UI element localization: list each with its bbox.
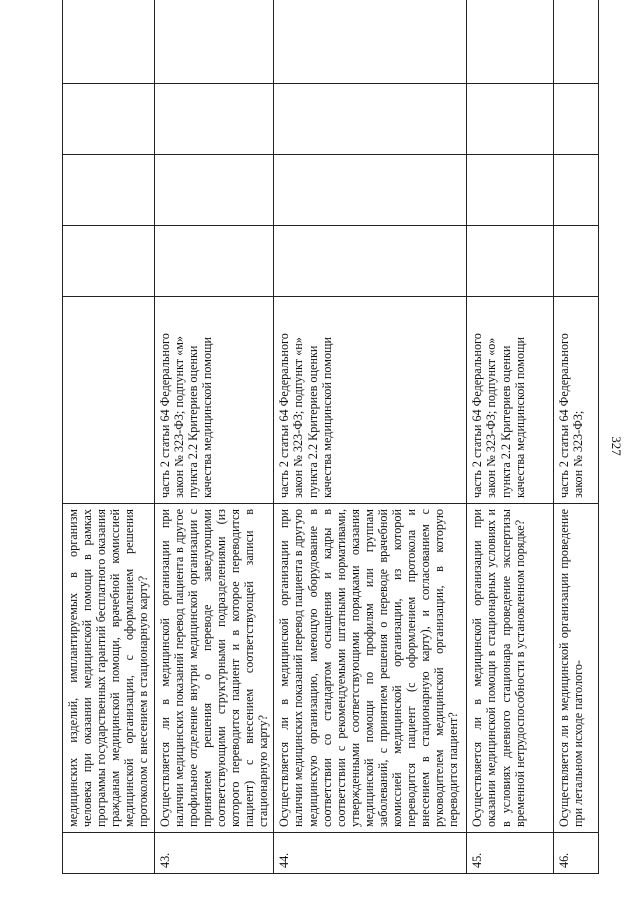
empty-cell: [554, 0, 599, 84]
row-number: 45.: [467, 833, 554, 874]
question-text: Осуществляется ли в медицинской организации при наличии медицинских показаний перевод пациента в другое профильное отделение внутри медицинской организации с принятием решения о переводе заведующими соответствующими структурными подразделениями (из которого переводится пациент и в которое переводится пациент) с внесением соответствующей записи в стационарную карту?: [154, 504, 274, 833]
empty-cell: [274, 84, 467, 155]
table-row: [274, 0, 467, 874]
empty-cell: [467, 155, 554, 226]
empty-cell: [467, 0, 554, 84]
question-text: медицинских изделий, имплантируемых в организм человека при оказании медицинской помощи в рамках программы государственных гарантий бесплатного оказания гражданам медицинской помощи, врачебной комиссией медицинской организации, с оформлением решения протоколом с внесением в стационарную карту?: [63, 504, 155, 833]
question-text: Осуществляется ли в медицинской организации проведение при летальном исходе патолого-: [554, 504, 599, 833]
empty-cell: [63, 84, 155, 155]
question-text: Осуществляется ли в медицинской организации при оказании медицинской помощи в стационарных условиях и в условиях дневного стационара проведение экспертизы временной нетрудоспособности в установленном порядке?: [467, 504, 554, 833]
empty-cell: [554, 84, 599, 155]
legal-reference: часть 2 статьи 64 Федерального закон № 323-ФЗ; подпункт «н» пункта 2.2 Критериев оценки качества медицинской помощи: [274, 297, 467, 504]
empty-cell: [554, 155, 599, 226]
empty-cell: [154, 84, 274, 155]
empty-cell: [154, 155, 274, 226]
empty-cell: [554, 226, 599, 297]
empty-cell: [154, 0, 274, 84]
table-row: [63, 0, 155, 874]
legal-reference: [63, 297, 155, 504]
legal-reference: часть 2 статьи 64 Федерального закон № 323-ФЗ; подпункт «о» пункта 2.2 Критериев оценки качества медицинской помощи: [467, 297, 554, 504]
table-row: [554, 0, 599, 874]
checklist-table: [62, 0, 599, 874]
legal-reference: часть 2 статьи 64 Федерального закон № 323-ФЗ;: [554, 297, 599, 504]
question-text: Осуществляется ли в медицинской организации при наличии медицинских показаний перевод пациента в другую медицинскую организацию, имеющую оборудование в соответствии со стандартом оснащения и кадры в соответствии с рекомендуемыми штатными нормативами, утвержденными соответствующими порядками оказания медицинской помощи по профилям или группам заболеваний, с принятием решения о переводе врачебной комиссией медицинской организации, из которой переводится пациент (с оформлением протокола и внесением в стационарную карту), и согласованием с руководителем медицинской организации, в которую переводится пациент?: [274, 504, 467, 833]
empty-cell: [154, 226, 274, 297]
empty-cell: [274, 226, 467, 297]
row-number: 43.: [154, 833, 274, 874]
checklist-table-rotated: [62, 30, 596, 874]
empty-cell: [467, 226, 554, 297]
empty-cell: [274, 0, 467, 84]
table-row: [154, 0, 274, 874]
row-number: 44.: [274, 833, 467, 874]
empty-cell: [63, 0, 155, 84]
legal-reference: часть 2 статьи 64 Федерального закон № 323-ФЗ; подпункт «м» пункта 2.2 Критериев оценки качества медицинской помощи: [154, 297, 274, 504]
empty-cell: [274, 155, 467, 226]
empty-cell: [63, 155, 155, 226]
empty-cell: [467, 84, 554, 155]
empty-cell: [63, 226, 155, 297]
row-number: 46.: [554, 833, 599, 874]
table-row: [467, 0, 554, 874]
page-number: 327: [608, 436, 624, 456]
row-number: [63, 833, 155, 874]
